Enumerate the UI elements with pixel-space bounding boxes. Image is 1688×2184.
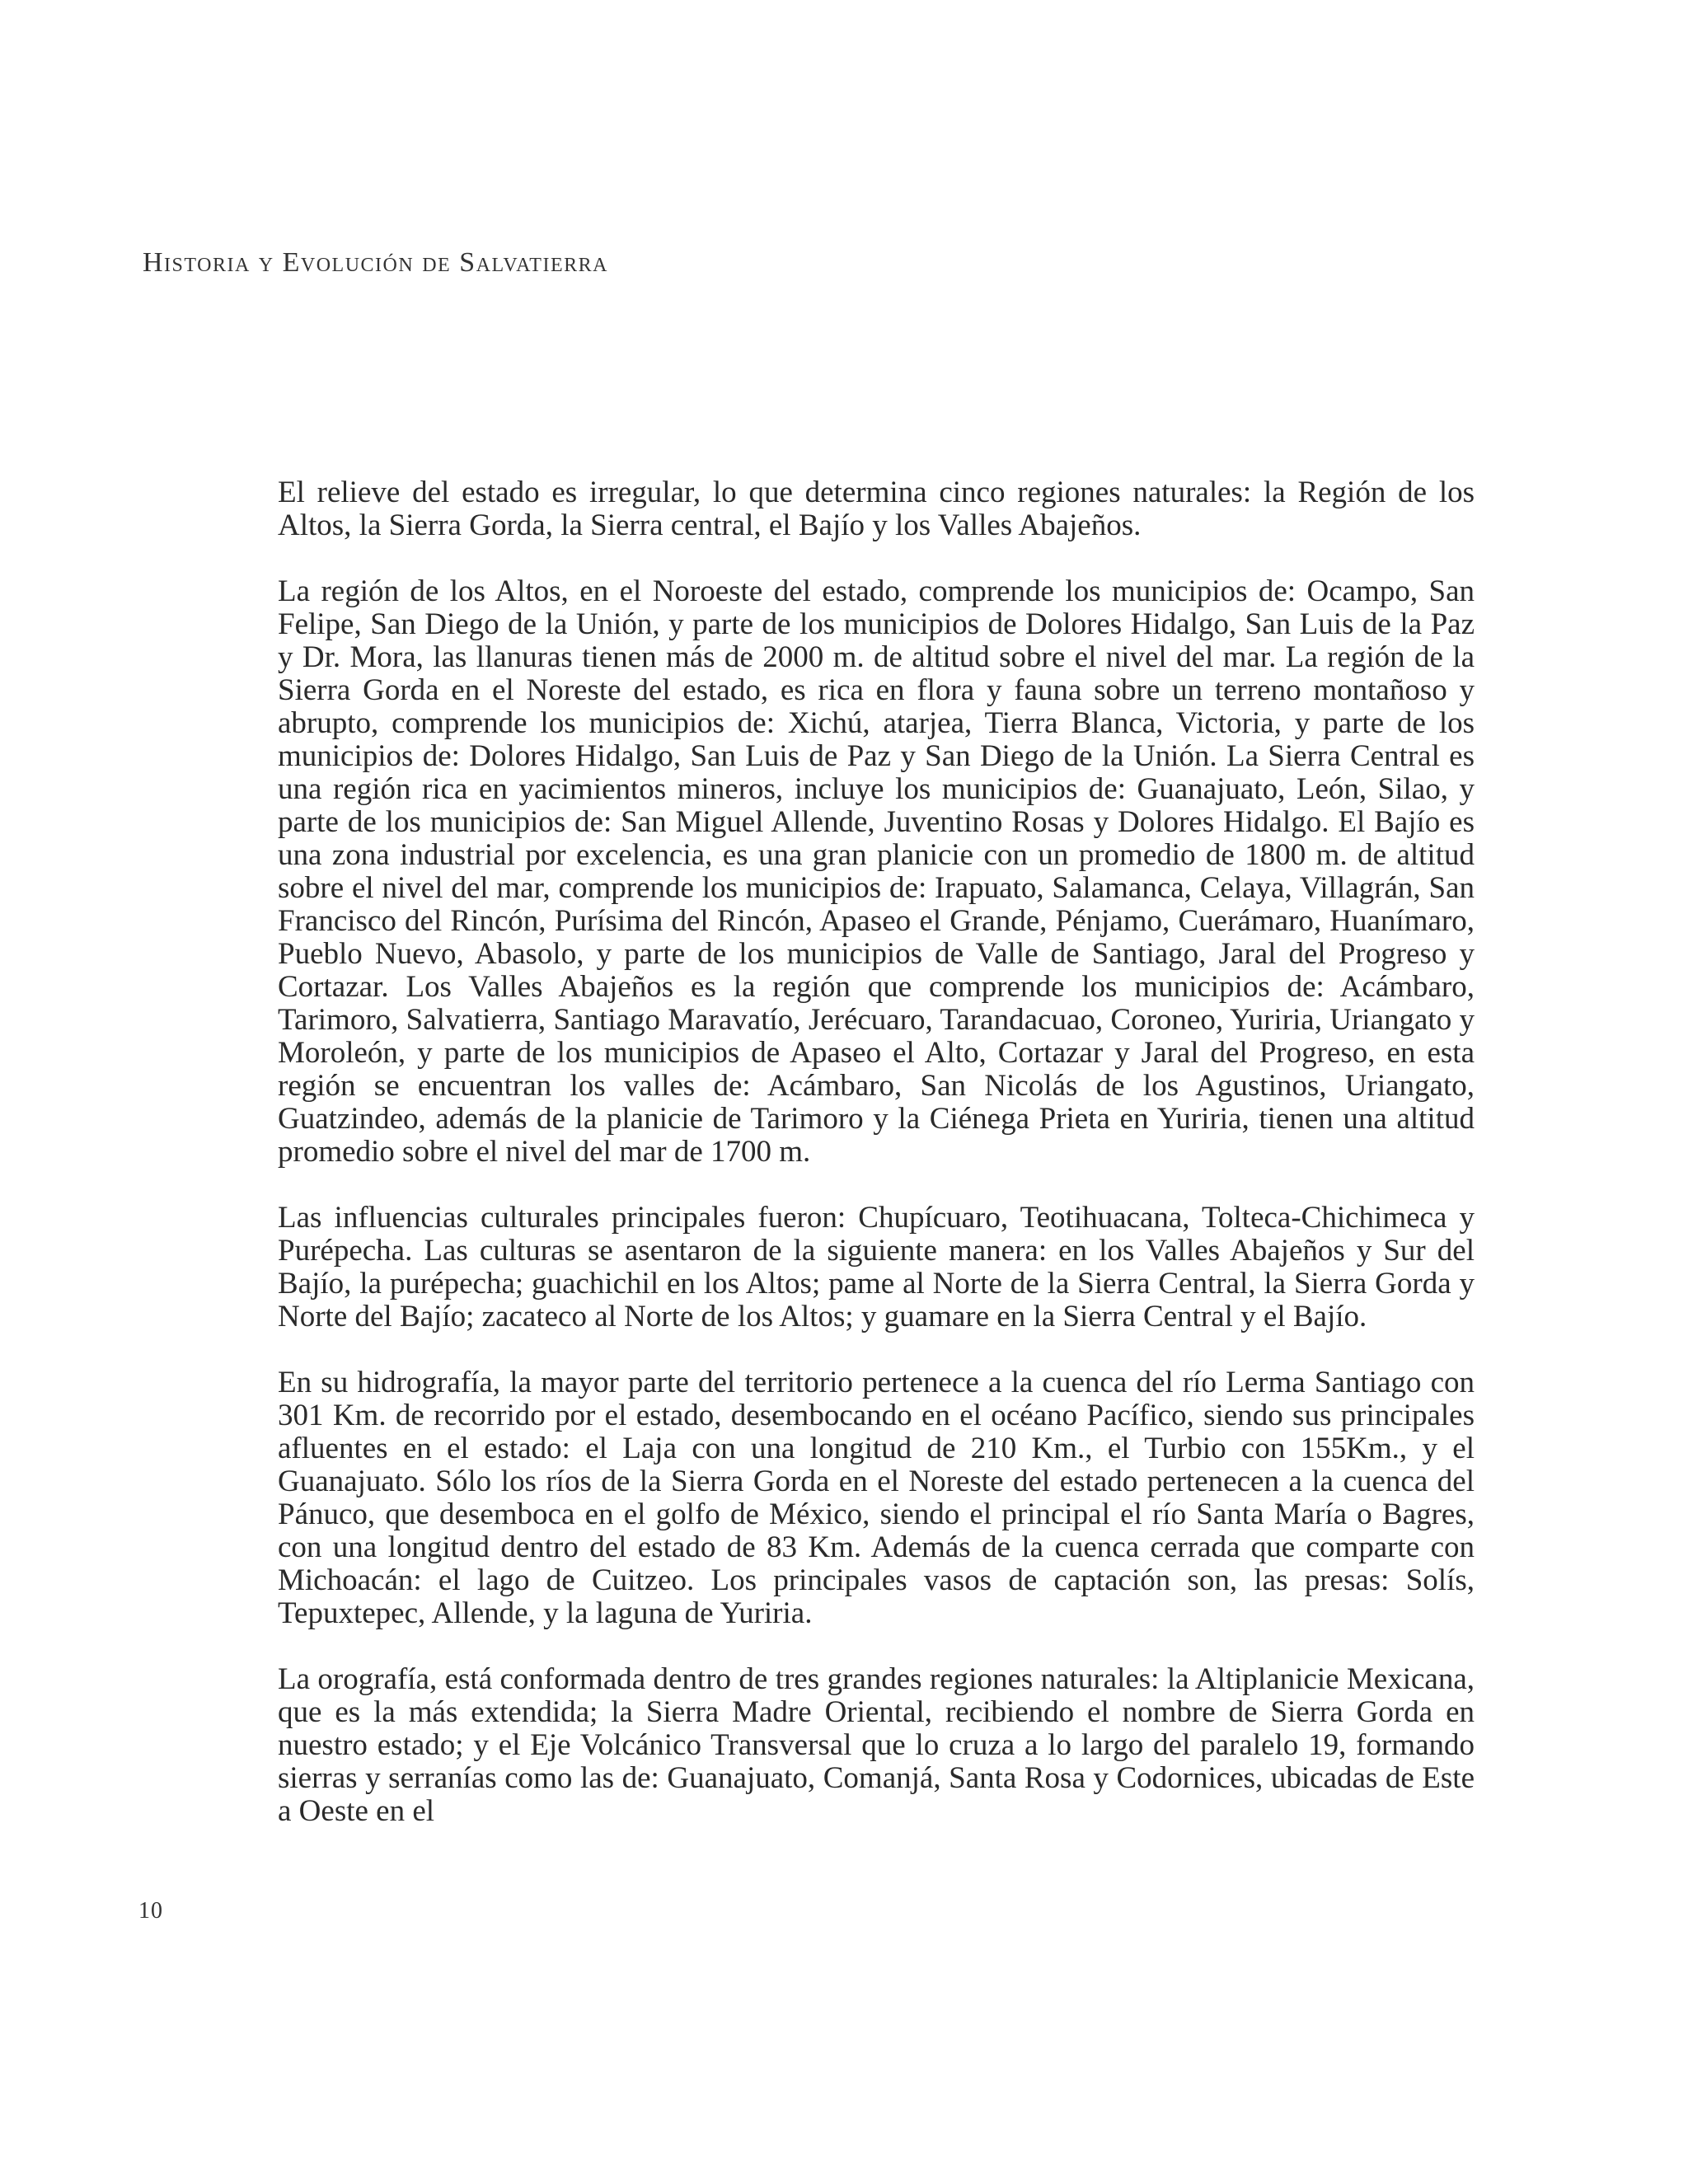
paragraph-hidrografia: En su hidrografía, la mayor parte del territorio pertenece a la cuenca del río Lerma Santiago con 301 Km. de recorrido por el estado, desembocando en el océano Pacífico, siendo sus principales afluentes en el estado: el Laja con una longitud de 210 Km., el Turbio con 155Km., y el Guanajuato. Sólo los ríos de la Sierra Gorda en el Noreste del estado pertenecen a la cuenca del Pánuco, que desemboca en el golfo de México, siendo el principal el río Santa María o Bagres, con una longitud dentro del estado de 83 Km. Además de la cuenca cerrada que comparte con Michoacán: el lago de Cuitzeo. Los principales vasos de captación son, las presas: Solís, Tepuxtepec, Allende, y la laguna de Yuriria. (278, 1366, 1475, 1630)
body-text (278, 476, 1475, 1861)
page-number: 10 (138, 1898, 163, 1924)
paragraph-region-altos: La región de los Altos, en el Noroeste del estado, comprende los municipios de: Ocampo, San Felipe, San Diego de la Unión, y parte de los municipios de Dolores Hidalgo, San Luis de la Paz y Dr. Mora, las llanuras tienen más de 2000 m. de altitud sobre el nivel del mar. La región de la Sierra Gorda en el Noreste del estado, es rica en flora y fauna sobre un terreno montañoso y abrupto, comprende los municipios de: Xichú, atarjea, Tierra Blanca, Victoria, y parte de los municipios de: Dolores Hidalgo, San Luis de Paz y San Diego de la Unión. La Sierra Central es una región rica en yacimientos mineros, incluye los municipios de: Guanajuato, León, Silao, y parte de los municipios de: San Miguel Allende, Juventino Rosas y Dolores Hidalgo. El Bajío es una zona industrial por excelencia, es una gran planicie con un promedio de 1800 m. de altitud sobre el nivel del mar, comprende los municipios de: Irapuato, Salamanca, Celaya, Villagrán, San Francisco del Rincón, Purísima del Rincón, Apaseo el Grande, Pénjamo, Cuerámaro, Huanímaro, Pueblo Nuevo, Abasolo, y parte de los municipios de Valle de Santiago, Jaral del Progreso y Cortazar. Los Valles Abajeños es la región que comprende los municipios de: Acámbaro, Tarimoro, Salvatierra, Santiago Maravatío, Jerécuaro, Tarandacuao, Coroneo, Yuriria, Uriangato y Moroleón, y parte de los municipios de Apaseo el Alto, Cortazar y Jaral del Progreso, en esta región se encuentran los valles de: Acámbaro, San Nicolás de los Agustinos, Uriangato, Guatzindeo, además de la planicie de Tarimoro y la Ciénega Prieta en Yuriria, tienen una altitud promedio sobre el nivel del mar de 1700 m. (278, 574, 1475, 1169)
running-header-title: Historia y Evolución de Salvatierra (143, 247, 608, 278)
paragraph-influencias-culturales: Las influencias culturales principales fueron: Chupícuaro, Teotihuacana, Tolteca-Chichimeca y Purépecha. Las culturas se asentaron de la siguiente manera: en los Valles Abajeños y Sur del Bajío, la purépecha; guachichil en los Altos; pame al Norte de la Sierra Central, la Sierra Gorda y Norte del Bajío; zacateco al Norte de los Altos; y guamare en la Sierra Central y el Bajío. (278, 1201, 1475, 1333)
paragraph-relieve: El relieve del estado es irregular, lo que determina cinco regiones naturales: la Región de los Altos, la Sierra Gorda, la Sierra central, el Bajío y los Valles Abajeños. (278, 476, 1475, 542)
paragraph-orografia: La orografía, está conformada dentro de tres grandes regiones naturales: la Altiplanicie Mexicana, que es la más extendida; la Sierra Madre Oriental, recibiendo el nombre de Sierra Gorda en nuestro estado; y el Eje Volcánico Transversal que lo cruza a lo largo del paralelo 19, formando sierras y serranías como las de: Guanajuato, Comanjá, Santa Rosa y Codornices, ubicadas de Este a Oeste en el (278, 1662, 1475, 1828)
